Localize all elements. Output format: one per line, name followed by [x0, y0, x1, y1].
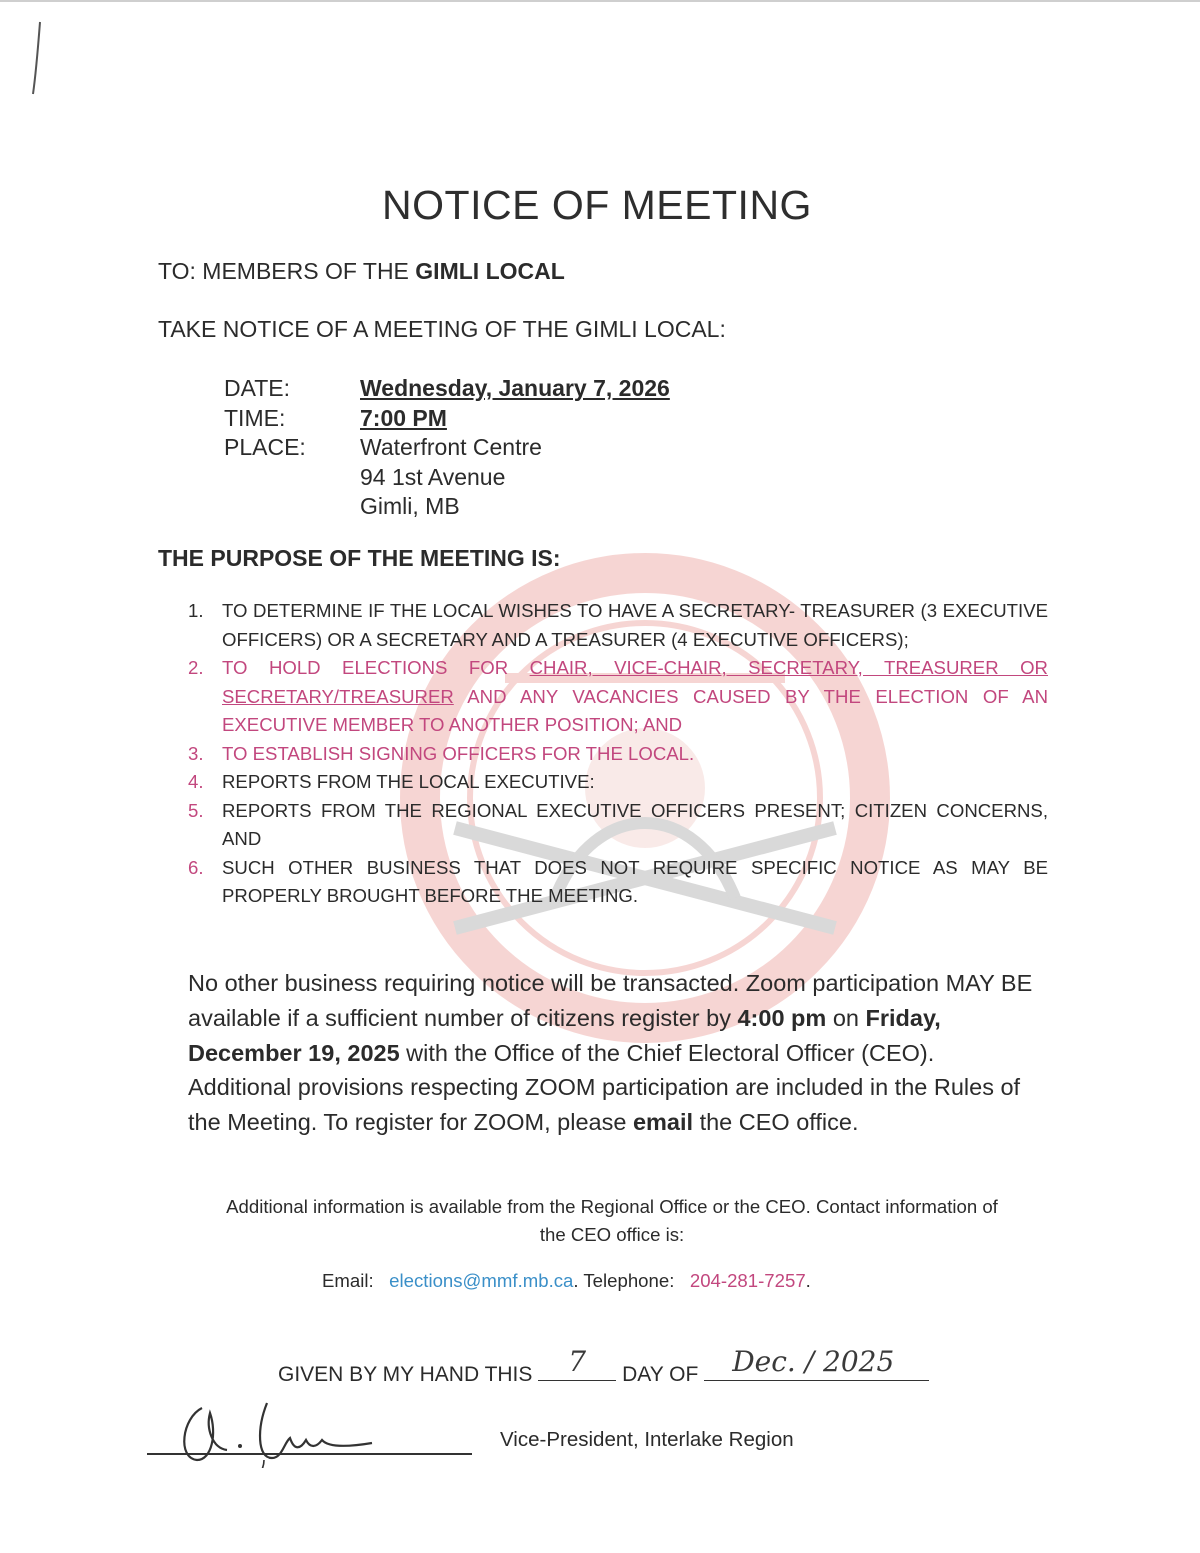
para-text: on [826, 1004, 866, 1031]
item-text: SUCH OTHER BUSINESS THAT DOES NOT REQUIRE SPECIFIC NOTICE AS MAY BE PROPERLY BROUGHT BEFORE THE MEETING. [222, 856, 1048, 906]
time-value: 7:00 PM [360, 404, 447, 431]
scan-pen-mark [18, 18, 78, 98]
month-year-handwritten: Dec. / 2025 [732, 1345, 895, 1378]
item-number: 6. [188, 856, 204, 878]
signatory-title: Vice-President, Interlake Region [500, 1428, 794, 1451]
additional-info: Additional information is available from the Regional Office or the CEO. Contact information of the CEO office is: [226, 1196, 998, 1245]
para-text: with the Office of the Chief Electoral Officer (CEO). Additional provisions respecting ZOOM participation are included in the Rules of the Meeting. To register for ZOOM, please [188, 1039, 1021, 1136]
item-number: 4. [188, 771, 204, 792]
meeting-details [224, 374, 670, 522]
purpose-item [188, 654, 1048, 740]
place-line: Gimli, MB [360, 493, 460, 519]
day-blank [538, 1345, 616, 1381]
item-text: TO DETERMINE IF THE LOCAL WISHES TO HAVE A SECRETARY- TREASURER (3 EXECUTIVE OFFICERS) OR A SECRETARY AND A TREASURER (4 EXECUTIVE OFFICERS); [222, 600, 1048, 650]
phone-label: Telephone: [583, 1270, 675, 1291]
contact-line [322, 1270, 811, 1292]
item-number: 3. [188, 742, 204, 764]
given-line [278, 1345, 929, 1387]
recipient-local: GIMLI LOCAL [415, 258, 565, 284]
contact-sep: . [573, 1270, 584, 1291]
item-number: 1. [188, 600, 204, 621]
item-text-part: TO HOLD ELECTIONS FOR [222, 657, 530, 678]
deadline-date: Friday, December 19, 2025 [188, 1004, 941, 1066]
item-number: 2. [188, 657, 204, 678]
place-line: Waterfront Centre [360, 434, 542, 460]
given-middle: DAY OF [622, 1363, 699, 1386]
scan-edge-line [0, 0, 1200, 2]
email-label: Email: [322, 1270, 374, 1291]
item-text: REPORTS FROM THE LOCAL EXECUTIVE: [222, 771, 595, 792]
purpose-item [188, 768, 1048, 797]
item-text-offices: CHAIR, VICE-CHAIR, SECRETARY, TREASURER OR SECRETARY/TREASURER [222, 657, 1048, 707]
take-notice-line: TAKE NOTICE OF A MEETING OF THE GIMLI LOCAL: [158, 316, 726, 342]
purpose-item [188, 797, 1048, 854]
item-text-part: AND ANY VACANCIES CAUSED BY THE ELECTION OF AN EXECUTIVE MEMBER TO ANOTHER POSITION; AND [222, 685, 1048, 735]
signature-image [172, 1388, 422, 1468]
date-value: Wednesday, January 7, 2026 [360, 375, 670, 401]
date-label: DATE: [224, 375, 291, 401]
contact-end: . [805, 1270, 811, 1291]
purpose-item [188, 854, 1048, 911]
para-text: No other business requiring notice will be transacted. Zoom participation MAY BE available if a sufficient number of citizens register by [188, 970, 1033, 1031]
place-line: 94 1st Avenue [360, 463, 506, 490]
place-label: PLACE: [224, 434, 306, 460]
item-text [222, 654, 1048, 740]
deadline-time: 4:00 pm [737, 1004, 827, 1031]
para-text: the CEO office. [693, 1109, 859, 1136]
page-title: NOTICE OF MEETING [382, 182, 812, 228]
month-year-blank [704, 1345, 929, 1381]
purpose-item [188, 597, 1048, 654]
zoom-paragraph [188, 966, 1038, 1140]
email-word: email [632, 1109, 694, 1136]
purpose-heading: THE PURPOSE OF THE MEETING IS: [158, 545, 561, 571]
phone-number[interactable]: 204-281-7257 [689, 1270, 806, 1291]
item-number: 5. [188, 799, 204, 821]
recipient-prefix: TO: MEMBERS OF THE [158, 258, 416, 284]
item-text: TO ESTABLISH SIGNING OFFICERS FOR THE LOCAL. [222, 742, 695, 764]
time-label: TIME: [224, 404, 286, 431]
email-link[interactable]: elections@mmf.mb.ca [389, 1270, 574, 1291]
given-prefix: GIVEN BY MY HAND THIS [278, 1363, 533, 1386]
recipient-line [158, 258, 565, 285]
day-handwritten: 7 [568, 1345, 587, 1378]
purpose-item [188, 740, 1048, 769]
signature-line [147, 1453, 472, 1455]
purpose-list [188, 597, 1048, 911]
item-text: REPORTS FROM THE REGIONAL EXECUTIVE OFFICERS PRESENT; CITIZEN CONCERNS, AND [222, 799, 1048, 849]
place-value [360, 433, 542, 522]
